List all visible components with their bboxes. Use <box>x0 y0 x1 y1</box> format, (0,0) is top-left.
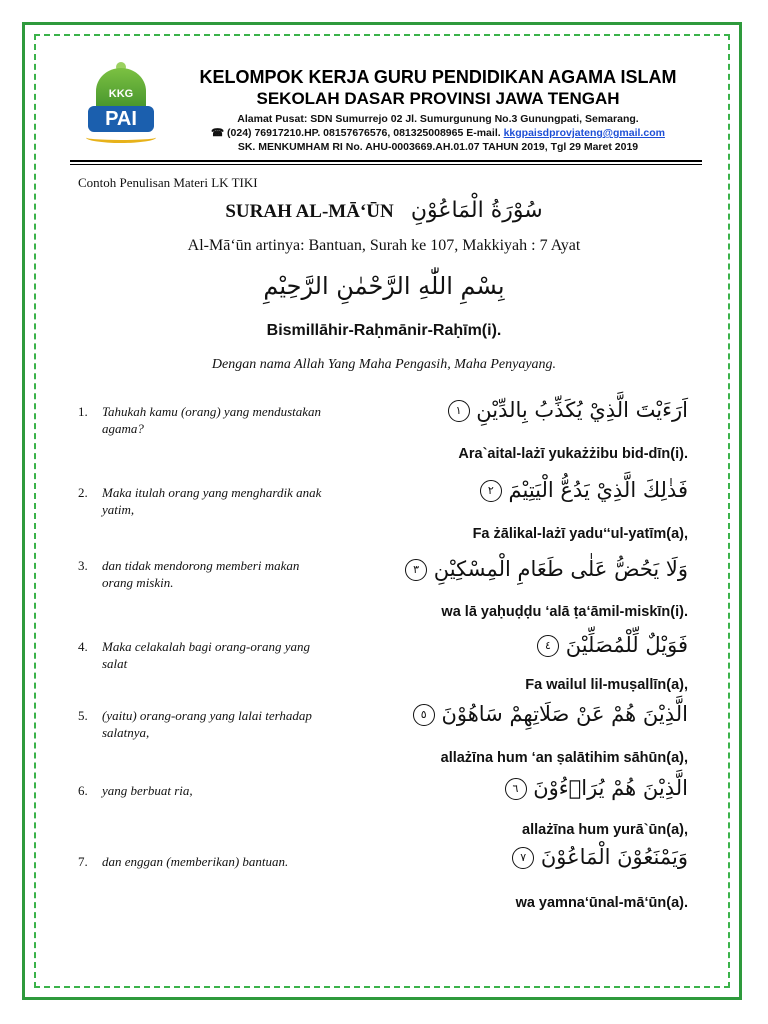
verse-6-ayah-mark: ٦ <box>505 778 527 800</box>
verse-5-ayah-mark: ٥ <box>413 704 435 726</box>
verse-5-translation <box>78 707 328 741</box>
surah-subtitle: Al-Mā‘ūn artinya: Bantuan, Surah ke 107, Makkiyah : 7 Ayat <box>187 237 581 254</box>
verse-6-number: 6. <box>78 783 88 798</box>
bismillah-translation: Dengan nama Allah Yang Maha Pengasih, Maha Penyayang. <box>211 357 557 372</box>
verse-5-number: 5. <box>78 708 88 723</box>
letterhead-email-link[interactable]: kkgpaisdprovjateng@gmail.com <box>503 127 665 139</box>
verse-2-translation <box>78 484 328 518</box>
logo-kkg-text: KKG <box>108 88 134 100</box>
verse-1-arabic-text: اَرَءَيْتَ الَّذِيْ يُكَذِّبُ بِالدِّيْنِ <box>476 398 688 422</box>
verse-6-arabic-text: الَّذِيْنَ هُمْ يُرَاۤءُوْنَ <box>533 776 688 800</box>
verse-3-number: 3. <box>78 558 88 573</box>
verse-3-arabic <box>348 557 688 581</box>
verse-1-arabic <box>348 398 688 422</box>
letterhead <box>160 66 716 154</box>
verse-1-latin: Ara`aital-lażī yukażżibu bid-dīn(i). <box>458 446 688 462</box>
verse-4-number: 4. <box>78 639 88 654</box>
verse-6-text: yang berbuat ria, <box>102 783 193 798</box>
verse-3-arabic-text: وَلَا يَحُضُّ عَلٰى طَعَامِ الْمِسْكِيْنِ <box>433 557 688 581</box>
letterhead-address: Alamat Pusat: SDN Sumurrejo 02 Jl. Sumurgunung No.3 Gunungpati, Semarang. <box>237 113 639 125</box>
verse-3-translation <box>78 557 328 591</box>
verse-4-arabic-text: فَوَيْلٌ لِّلْمُصَلِّيْنَ <box>565 633 688 657</box>
verse-5-latin: allażīna hum ‘an ṣalātihim sāhūn(a), <box>440 750 688 766</box>
surah-title-arabic: سُوْرَةُ الْمَاعُوْنِ <box>410 198 543 223</box>
header-rule-thick <box>70 160 702 162</box>
verse-7-latin: wa yamna‘ūnal-mā‘ūn(a). <box>515 895 688 911</box>
letterhead-phone: ☎ (024) 76917210.HP. 08157676576, 081325008965 E-mail. <box>211 127 501 139</box>
logo-pai-text: PAI <box>88 106 154 132</box>
verse-2-arabic <box>348 478 688 502</box>
verse-7-number: 7. <box>78 854 88 869</box>
verse-2-text: Maka itulah orang yang menghardik anak yatim, <box>102 485 322 517</box>
verse-2-latin: Fa żālikal-lażī yadu‘‘ul-yatīm(a), <box>472 526 688 542</box>
verse-5-text: (yaitu) orang-orang yang lalai terhadap salatnya, <box>102 708 312 740</box>
surah-title-row <box>0 198 768 223</box>
material-caption: Contoh Penulisan Materi LK TIKI <box>78 175 258 190</box>
verse-1-text: Tahukah kamu (orang) yang mendustakan agama? <box>102 404 322 436</box>
verse-4-ayah-mark: ٤ <box>537 635 559 657</box>
verse-1-number: 1. <box>78 404 88 419</box>
letterhead-contact <box>160 126 716 140</box>
letterhead-line2: SEKOLAH DASAR PROVINSI JAWA TENGAH <box>256 89 620 108</box>
verse-5-arabic-text: الَّذِيْنَ هُمْ عَنْ صَلَاتِهِمْ سَاهُوْنَ <box>441 702 688 726</box>
surah-title: SURAH AL-MĀ‘ŪN <box>225 201 394 222</box>
bismillah-latin: Bismillāhir-Raḥmānir-Raḥīm(i). <box>266 322 502 339</box>
verse-7-arabic-text: وَيَمْنَعُوْنَ الْمَاعُوْنَ <box>540 845 688 869</box>
verse-7-arabic <box>348 845 688 869</box>
verse-6-latin: allażīna hum yurā`ūn(a), <box>522 822 688 838</box>
letterhead-line1: KELOMPOK KERJA GURU PENDIDIKAN AGAMA ISLAM <box>199 67 677 87</box>
verse-4-arabic <box>348 633 688 657</box>
verse-4-text: Maka celakalah bagi orang-orang yang salat <box>102 639 310 671</box>
logo-swoosh <box>86 132 156 143</box>
verse-3-ayah-mark: ٣ <box>405 559 427 581</box>
verse-2-number: 2. <box>78 485 88 500</box>
header-rule-thin <box>70 164 702 165</box>
verse-4-latin: Fa wailul lil-muṣallīn(a), <box>525 677 688 693</box>
verse-1-ayah-mark: ١ <box>448 400 470 422</box>
verse-2-arabic-text: فَذٰلِكَ الَّذِيْ يَدُعُّ الْيَتِيْمَ <box>508 478 688 502</box>
verse-5-arabic <box>348 702 688 726</box>
verse-3-text: dan tidak mendorong memberi makan orang miskin. <box>102 558 300 590</box>
kkg-pai-logo <box>82 62 160 146</box>
verse-2-ayah-mark: ٢ <box>480 480 502 502</box>
verse-7-ayah-mark: ٧ <box>512 847 534 869</box>
verse-6-arabic <box>348 776 688 800</box>
verse-7-translation <box>78 853 328 870</box>
verse-7-text: dan enggan (memberikan) bantuan. <box>102 854 289 869</box>
letterhead-sk: SK. MENKUMHAM RI No. AHU-0003669.AH.01.07 TAHUN 2019, Tgl 29 Maret 2019 <box>237 141 639 153</box>
verse-6-translation <box>78 782 328 799</box>
verse-4-translation <box>78 638 328 672</box>
verse-1-translation <box>78 403 328 437</box>
verse-3-latin: wa lā yaḥuḍḍu ‘alā ṭa‘āmil-miskīn(i). <box>441 604 688 620</box>
bismillah-arabic: بِسْمِ اللّٰهِ الرَّحْمٰنِ الرَّحِيْمِ <box>263 272 505 300</box>
